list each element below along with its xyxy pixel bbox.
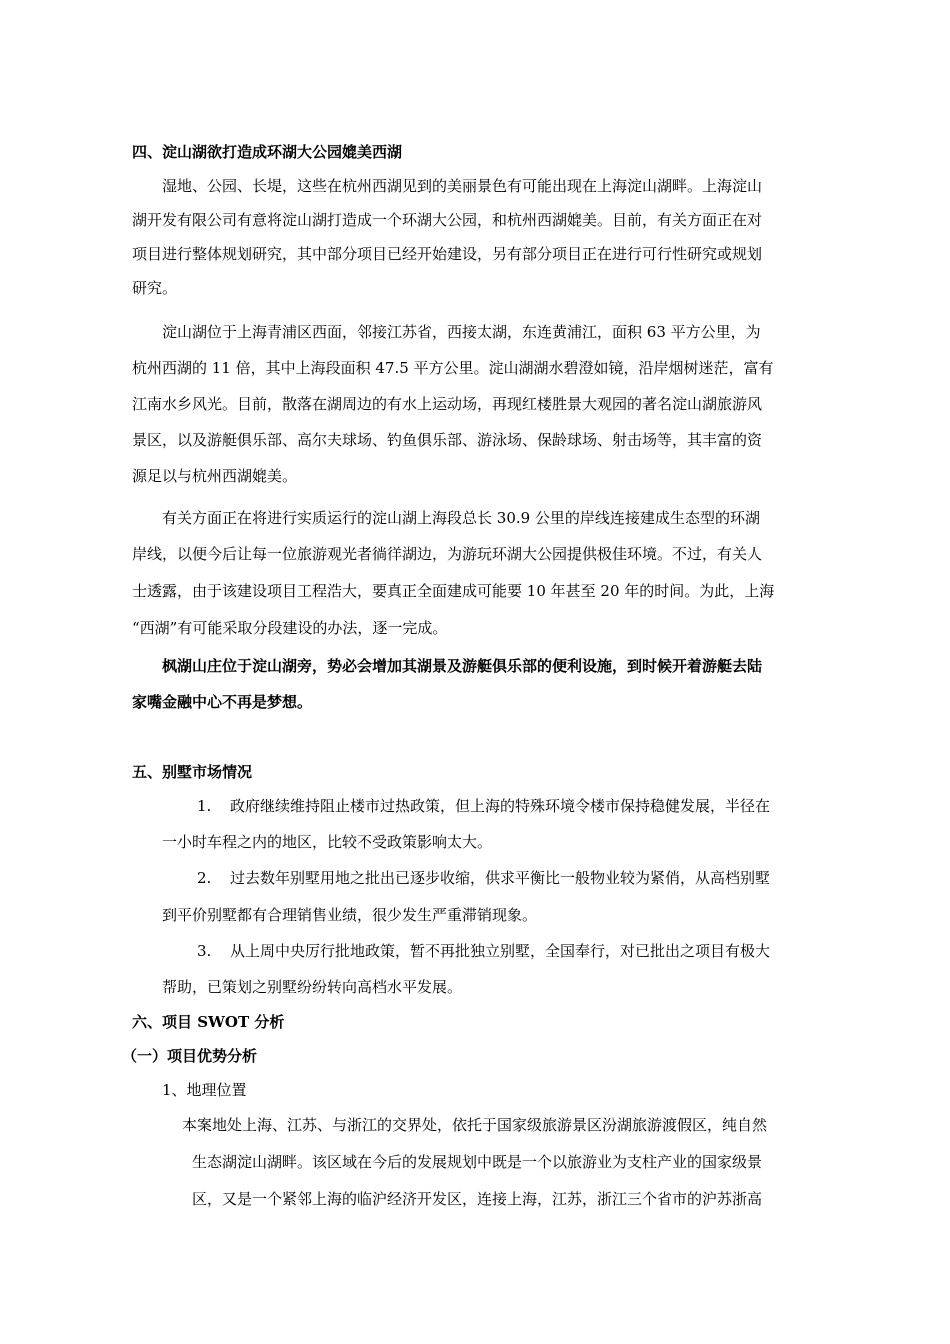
section4-p1-line: 湿地、公园、长堤，这些在杭州西湖见到的美丽景色有可能出现在上海淀山湖畔。上海淀山	[162, 177, 763, 195]
section4-heading: 四、淀山湖欲打造成环湖大公园媲美西湖	[132, 143, 403, 161]
section4-p1-line: 项目进行整体规划研究，其中部分项目已经开始建设，另有部分项目正在进行可行性研究或规划	[132, 245, 763, 263]
section4-p2-line: 江南水乡风光。目前，散落在湖周边的有水上运动场，再现红楼胜景大观园的著名淀山湖旅游风	[132, 395, 763, 413]
section6-p1-line: 本案地处上海、江苏、与浙江的交界处，依托于国家级旅游景区汾湖旅游渡假区，纯自然	[182, 1116, 768, 1134]
section4-p2-line: 景区，以及游艇俱乐部、高尔夫球场、钓鱼俱乐部、游泳场、保龄球场、射击场等，其丰富的资	[132, 431, 763, 449]
list-item-line: 政府继续维持阻止楼市过热政策，但上海的特殊环境令楼市保持稳健发展，半径在	[230, 797, 771, 815]
list-item-line: 到平价别墅都有合理销售业绩，很少发生严重滞销现象。	[162, 906, 538, 924]
section6-p1-line: 生态湖淀山湖畔。该区域在今后的发展规划中既是一个以旅游业为支柱产业的国家级景	[192, 1153, 763, 1171]
section4-p3-line: 有关方面正在将进行实质运行的淀山湖上海段总长 30.9 公里的岸线连接建成生态型的环湖	[162, 509, 760, 527]
list-item-line: 一小时车程之内的地区，比较不受政策影响太大。	[162, 833, 493, 851]
list-item-line: 帮助，已策划之别墅纷纷转向高档水平发展。	[162, 978, 463, 996]
section6-subheading: （一）项目优势分析	[122, 1047, 258, 1065]
section6-p1-line: 区，又是一个紧邻上海的临沪经济开发区，连接上海，江苏，浙江三个省市的沪苏浙高	[192, 1190, 763, 1208]
list-item-number: 2.	[197, 869, 212, 887]
section4-p4-line: 家嘴金融中心不再是梦想。	[132, 693, 313, 711]
list-item-number: 1.	[197, 797, 212, 815]
section4-p4-line: 枫湖山庄位于淀山湖旁，势必会增加其湖景及游艇俱乐部的便利设施，到时候开着游艇去陆	[162, 657, 763, 675]
section4-p3-line: 士透露，由于该建设项目工程浩大，要真正全面建成可能要 10 年甚至 20 年的时间。为此，上海	[132, 582, 775, 600]
list-item-line: 从上周中央厉行批地政策，暂不再批独立别墅，全国奉行，对已批出之项目有极大	[230, 942, 771, 960]
list-item-line: 过去数年别墅用地之批出已逐步收缩，供求平衡比一般物业较为紧俏，从高档别墅	[230, 869, 771, 887]
section5-heading: 五、别墅市场情况	[132, 763, 253, 781]
section4-p3-line: “西湖”有可能采取分段建设的办法，逐一完成。	[132, 619, 448, 637]
section4-p1-line: 研究。	[132, 279, 178, 297]
section6-heading: 六、项目 SWOT 分析	[132, 1013, 285, 1031]
section4-p2-line: 淀山湖位于上海青浦区西面，邻接江苏省，西接太湖，东连黄浦江，面积 63 平方公里，为	[162, 323, 761, 341]
section4-p2-line: 杭州西湖的 11 倍，其中上海段面积 47.5 平方公里。淀山湖湖水碧澄如镜，沿岸烟树迷茫，富有	[132, 359, 774, 377]
list-item-number: 3.	[197, 942, 212, 960]
section6-item-title: 1、地理位置	[162, 1081, 247, 1099]
section4-p3-line: 岸线，以便今后让每一位旅游观光者徜徉湖边，为游玩环湖大公园提供极佳环境。不过，有关人	[132, 545, 763, 563]
section4-p2-line: 源足以与杭州西湖媲美。	[132, 467, 298, 485]
section4-p1-line: 湖开发有限公司有意将淀山湖打造成一个环湖大公园，和杭州西湖媲美。目前，有关方面正在对	[132, 211, 763, 229]
